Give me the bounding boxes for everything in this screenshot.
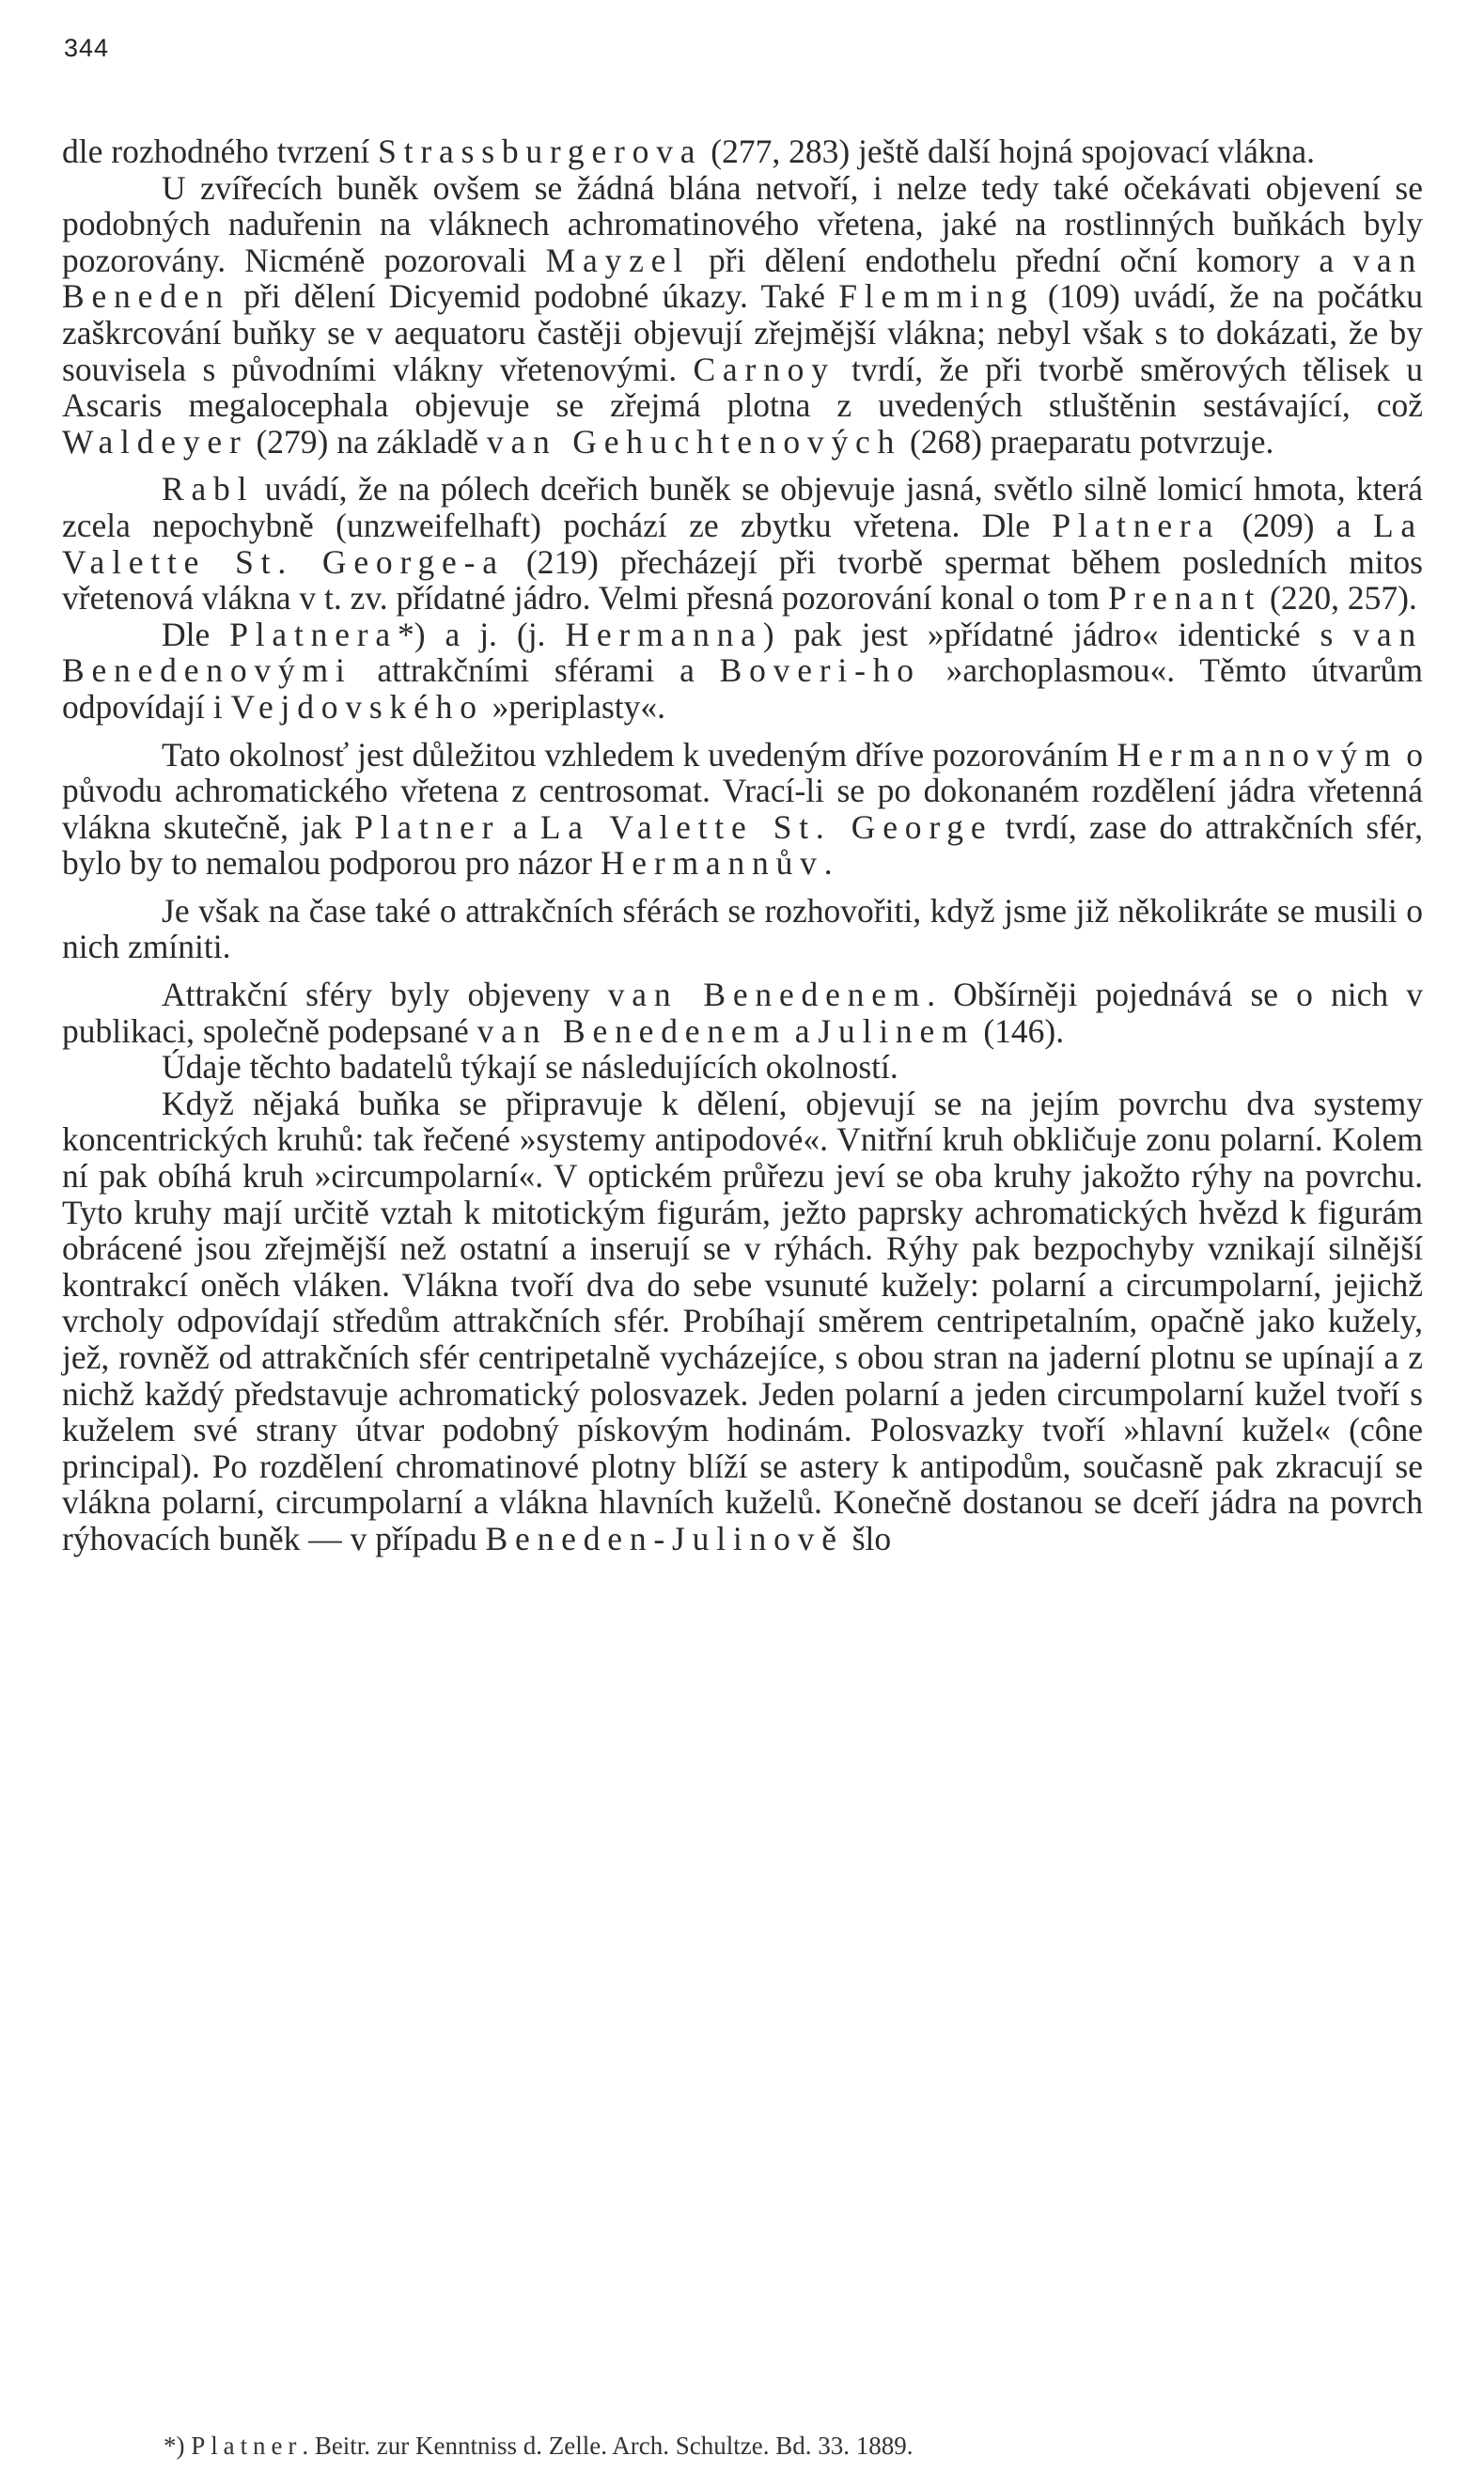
text-run: při dělení Dicyemid podobné úkazy. Také	[229, 277, 839, 316]
author-name: van Benedenovými	[62, 615, 1423, 690]
text-run: Je však na čase také o attrakčních sférách se rozhovořiti, když jsme již několikráte se musili o nich zmíniti.	[62, 891, 1423, 966]
author-name: Strassburgerova	[378, 133, 703, 170]
author-name: Hermanna	[565, 615, 763, 653]
text-run: (109) uvádí, že na počátku zaškrcování buňky se v aequatoru častěji objevují zřejmější vlákna; nebyl však s to dokázati, že by souvisela s původními vlákny vřetenovými.	[62, 277, 1423, 388]
author-name: Platner	[191, 2432, 303, 2460]
text-run: *) a j. (j.	[398, 615, 566, 653]
paragraph	[62, 133, 1423, 170]
text-run: Údaje těchto badatelů týkají se následujících okolností.	[162, 1048, 898, 1087]
author-name: Platnera	[1052, 506, 1221, 544]
text-run: (277, 283) ještě další hojná spojovací vlákna.	[702, 133, 1316, 170]
text-run: Dle	[162, 615, 230, 653]
text-run: při dělení endothelu přední oční komory a	[689, 241, 1353, 279]
author-name: Prenant	[1108, 579, 1262, 618]
author-name: Rabl	[162, 470, 255, 508]
text-run: Tato okolnosť jest důležitou vzhledem k uvedeným dříve pozorováním	[162, 735, 1117, 774]
author-name: Platner	[354, 807, 501, 846]
text-run: attrakčními sférami a	[351, 651, 720, 690]
author-name: Beneden-Julinově	[485, 1519, 844, 1557]
paragraph	[62, 977, 1423, 1049]
paragraph	[62, 617, 1423, 726]
text-run: . Obšírněji pojednává se o nich v publikaci, společně podepsané	[62, 976, 1424, 1050]
paragraph	[62, 1049, 1423, 1086]
author-name: Hermannův	[600, 844, 824, 883]
text-run: .	[823, 844, 833, 883]
text-run: (268) praeparatu potvrzuje.	[901, 422, 1274, 461]
paragraph	[62, 737, 1423, 882]
author-name: van Benedenem	[476, 1011, 787, 1050]
paragraph	[62, 893, 1423, 965]
text-run: »archoplasmou«. Těmto útvarům odpovídají i	[62, 651, 1423, 726]
text-run: Když nějaká buňka se připravuje k dělení, objevují se na jejím povrchu dva systemy koncentrických kruhů: tak řečené »systemy antipodové«. Vnitřní kruh obkličuje zonu polarní. Kolem ní pak obíhá kruh »circumpolarní«. V optickém průřezu jeví se oba kruhy jakožto rýhy na povrchu. Tyto kruhy mají určitě vztah k mitotickým figurám, ježto paprsky achromatických hvězd k figurám obrácené jsou zřejmější než ostatní a inserují se v rýhách. Rýhy pak bezpochyby vznikají silnější kontrakcí oněch vláken. Vlákna tvoří dva do sebe vsunuté kužely: polarní a circumpolarní, jejichž vrcholy odpovídají středům attrakčních sfér. Probíhají směrem centripetalním, opačně jako kužely, jež, rovněž od attrakčních sfér centripetalně vycházejíce, s obou stran na jaderní plotnu se upínají a z nichž každý představuje achromatický polosvazek. Jeden polarní a jeden circumpolarní kužel tvoří s kuželem své strany útvar podobný pískovým hodinám. Polosvazky tvoří »hlavní kužel« (cône principal). Po rozdělení chromatinové plotny blíží se astery k antipodům, současně pak zkracují se vlákna polarní, circumpolarní a vlákna hlavních kuželů. Konečně dostanou se dceří jádra na povrch rýhovacích buněk — v případu	[62, 1084, 1423, 1557]
author-name: Waldeyer	[62, 422, 248, 461]
text-run: (279) na základě	[247, 422, 487, 461]
text-run: a	[500, 807, 540, 846]
author-name: Hermannovým	[1117, 735, 1398, 774]
text-run: Attrakční sféry byly objeveny	[162, 976, 608, 1014]
author-name: Mayzel	[545, 241, 690, 279]
text-run: (146).	[975, 1011, 1065, 1050]
author-name: La Valette St. George	[539, 807, 993, 846]
author-name: Vejdovského	[230, 687, 484, 726]
text-run: tvrdí, že při tvorbě směrových tělisek u Ascaris megalocephala objevuje se zřejmá plotna z uvedených stluštěnin sestávající, což	[62, 350, 1423, 425]
text-run: (220, 257).	[1261, 579, 1417, 618]
author-name: van Benedenem	[607, 976, 928, 1014]
paragraph	[62, 170, 1423, 461]
text-run: tvrdí, zase do attrakčních sfér, bylo by to nemalou podporou pro názor	[62, 807, 1423, 883]
author-name: van Beneden	[62, 241, 1423, 316]
text-run: ) pak jest »přídatné jádro« identické s	[762, 615, 1353, 653]
text-run: *)	[164, 2432, 192, 2460]
author-name: van Gehuchtenových	[486, 422, 902, 461]
text-run: »periplasty«.	[483, 687, 666, 726]
author-name: Platnera	[229, 615, 398, 653]
paragraph	[62, 1086, 1423, 1557]
text-run: dle rozhodného tvrzení	[62, 133, 379, 170]
text-run: U zvířecích buněk ovšem se žádná blána netvoří, i nelze tedy také očekávati objevení se podobných naduřenin na vláknech achromatinového vřetena, jaké na rostlinných buňkách byly pozorovány. Nicméně pozorovali	[62, 168, 1423, 279]
footnote	[164, 2431, 1385, 2461]
author-name: Boveri-ho	[719, 651, 921, 690]
text-run: (219) přecházejí při tvorbě spermat během posledních mitos vřetenová vlákna v t. zv. přídatné jádro. Velmi přesná pozorování konal o tom	[62, 542, 1423, 618]
author-name: Flemming	[838, 277, 1035, 316]
text-run: šlo	[843, 1519, 892, 1557]
paragraph	[62, 471, 1423, 616]
text-run: (209) a	[1220, 506, 1373, 544]
text-run: uvádí, že na pólech dceřich buněk se objevuje jasná, světlo silně lomicí hmota, která zcela nepochybně (unzweifelhaft) pochází ze zbytku vřetena. Dle	[62, 470, 1423, 544]
body-text	[62, 133, 1423, 1557]
text-run: . Beitr. zur Kenntniss d. Zelle. Arch. Schultze. Bd. 33. 1889.	[302, 2432, 914, 2460]
author-name: La Valette St. George-a	[62, 506, 1423, 581]
text-run: a	[786, 1011, 819, 1050]
page-number: 344	[64, 34, 110, 62]
author-name: Carnoy	[693, 350, 836, 388]
author-name: Julinem	[818, 1011, 976, 1050]
text-run: o původu achromatického vřetena z centrosomat. Vrací-li se po dokonaném rozdělení jádra vřetenná vlákna skutečně, jak	[62, 735, 1423, 846]
